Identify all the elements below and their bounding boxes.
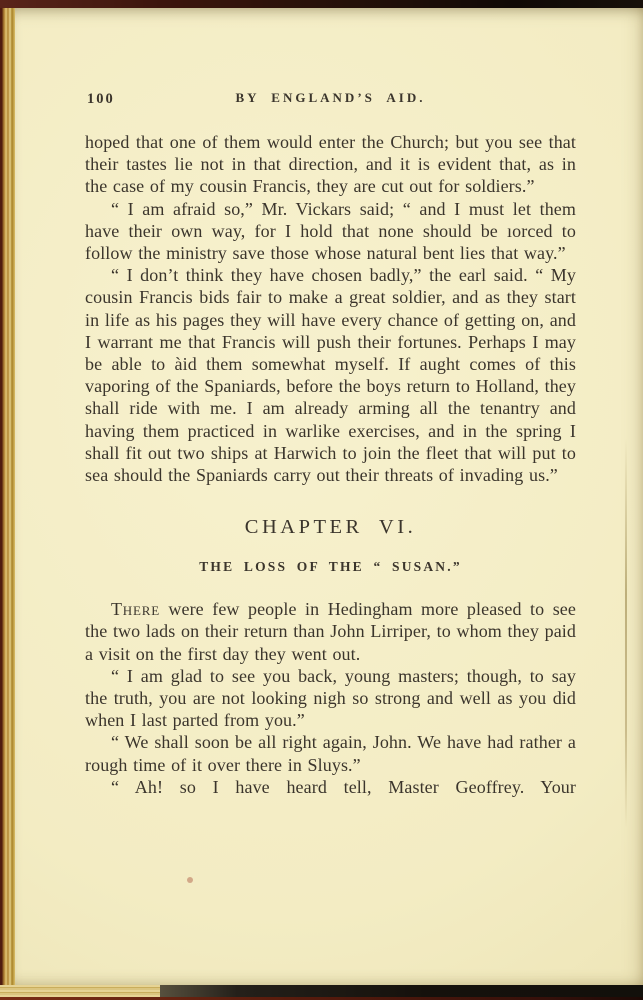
book-page xyxy=(15,8,643,985)
page-stack-left-edge xyxy=(0,8,15,997)
chapter-heading: CHAPTER VI. xyxy=(244,516,417,539)
running-title: BY ENGLAND’S AID. xyxy=(235,90,426,105)
body-text xyxy=(85,131,576,798)
lead-word-smallcaps: There xyxy=(111,599,160,620)
running-head xyxy=(85,90,576,107)
paper-blemish-dot xyxy=(187,877,193,883)
paragraph: “ I am glad to see you back, young masters; though, to say the truth, you are not looking nigh so strong and well as you did when I last parted from you.” xyxy=(85,665,576,731)
paragraph: “ I am afraid so,” Mr. Vickars said; “ and I must let them have their own way, for I hold that none should be ıorced to follow the ministry save those whose natural bent lies that way.” xyxy=(85,198,576,264)
paragraph: “ We shall soon be all right again, John. We have had rather a rough time of it over there in Sluys.” xyxy=(85,732,576,775)
paragraph: “ I don’t think they have chosen badly,” the earl said. “ My cousin Francis bids fair to make a great soldier, and as they start in life as his pages they will have every chance of getting on, and I warrant me that Francis will push their fortunes. Perhaps I may be able to àid them somewhat myself. If aught comes of this vaporing of the Spaniards, before the boys return to Holland, they shall ride with me. I am already arming all the tenantry and having them practiced in warlike exercises, and in the spring I shall fit out two ships at Harwich to join the fleet that will put to sea should the Spaniards carry out their threats of invading us.” xyxy=(85,265,576,486)
paragraph xyxy=(85,598,576,665)
chapter-subtitle: THE LOSS OF THE “ SUSAN.” xyxy=(199,558,462,574)
page-number: 100 xyxy=(87,91,115,107)
paragraph: hoped that one of them would enter the Church; but you see that their tastes lie not in that direction, and it is evident that, as in the case of my cousin Francis, they are cut out for soldiers.” xyxy=(85,132,576,197)
book-cover-top-edge xyxy=(0,0,643,8)
paragraph: “ Ah! so I have heard tell, Master Geoffrey. Your xyxy=(111,776,576,797)
paragraph-text: were few people in Hedingham more pleased to see the two lads on their return than John Lirriper, to whom they paid a visit on the first day they went out. xyxy=(85,599,576,664)
page-curve-line xyxy=(625,438,627,828)
